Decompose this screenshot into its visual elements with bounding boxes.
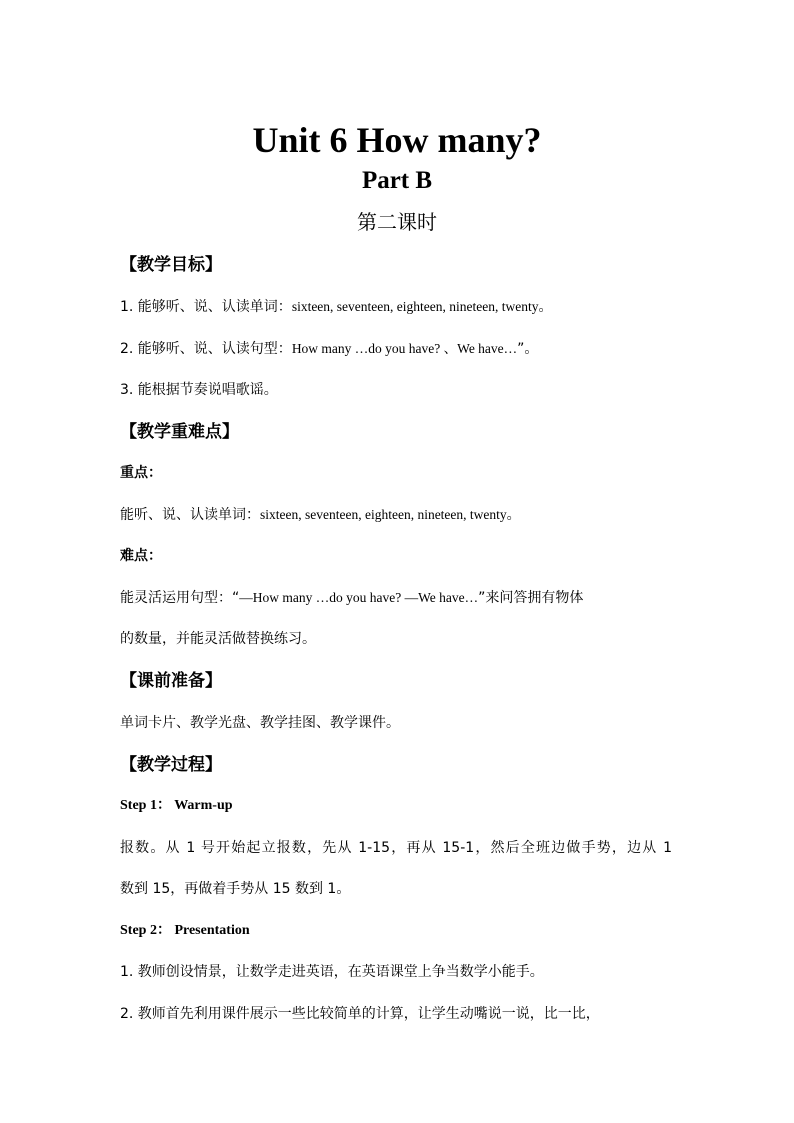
difficulty-sentence: —How many …do you have? —We have… (239, 590, 479, 605)
focus-prefix: 能听、说、认读单词： (120, 507, 260, 523)
objective-1-prefix: 1. 能够听、说、认读单词： (120, 299, 292, 315)
objective-1-words: sixteen, seventeen, eighteen, nineteen, twenty (291, 299, 539, 314)
step-2-text-line-2: 2. 教师首先利用课件展示一些比较简单的计算，让学生动嘴说一说，比一比， (120, 1006, 600, 1022)
objective-2-sentence: How many …do you have? 、We have… (291, 341, 518, 356)
objective-item-1 (120, 297, 680, 317)
focus-suffix: 。 (506, 507, 521, 523)
focus-label: 重点： (120, 465, 162, 481)
preparation-text: 单词卡片、教学光盘、教学挂图、教学课件。 (120, 715, 400, 731)
difficulty-text-line-1 (120, 588, 680, 608)
objectives-heading: 【教学目标】 (120, 255, 222, 275)
step-1-text-line-2: 数到 15，再做着手势从 15 数到 1。 (120, 881, 351, 897)
difficulty-label: 难点： (120, 548, 162, 564)
focus-text (120, 505, 680, 525)
key-points-heading: 【教学重难点】 (120, 422, 239, 442)
difficulty-text-line-2: 的数量，并能灵活做替换练习。 (120, 631, 316, 647)
objective-item-2 (120, 339, 680, 359)
process-heading: 【教学过程】 (120, 755, 222, 775)
focus-words: sixteen, seventeen, eighteen, nineteen, twenty (260, 507, 507, 522)
difficulty-suffix: ”来问答拥有物体 (478, 590, 584, 606)
preparation-heading: 【课前准备】 (120, 671, 222, 691)
part-subtitle: Part B (361, 167, 433, 194)
step-2-label: Step 2： Presentation (120, 923, 250, 938)
step-1-text-line-1-content: 报数。从 1 号开始起立报数，先从 1-15，再从 15-1，然后全班边做手势，边从 1 (120, 840, 672, 856)
objective-1-suffix: 。 (538, 299, 553, 315)
step-1-text-line-1 (120, 838, 672, 858)
lesson-label: 第二课时 (357, 210, 437, 234)
objective-2-prefix: 2. 能够听、说、认读句型： (120, 341, 292, 357)
objective-2-suffix: ”。 (517, 341, 539, 357)
step-2-text-line-1: 1. 教师创设情景，让数学走进英语，在英语课堂上争当数学小能手。 (120, 964, 544, 980)
step-1-label: Step 1： Warm-up (120, 798, 233, 813)
objective-item-3: 3. 能根据节奏说唱歌谣。 (120, 382, 278, 398)
document-title: Unit 6 How many? (252, 120, 542, 160)
difficulty-prefix: 能灵活运用句型：“ (120, 590, 240, 606)
